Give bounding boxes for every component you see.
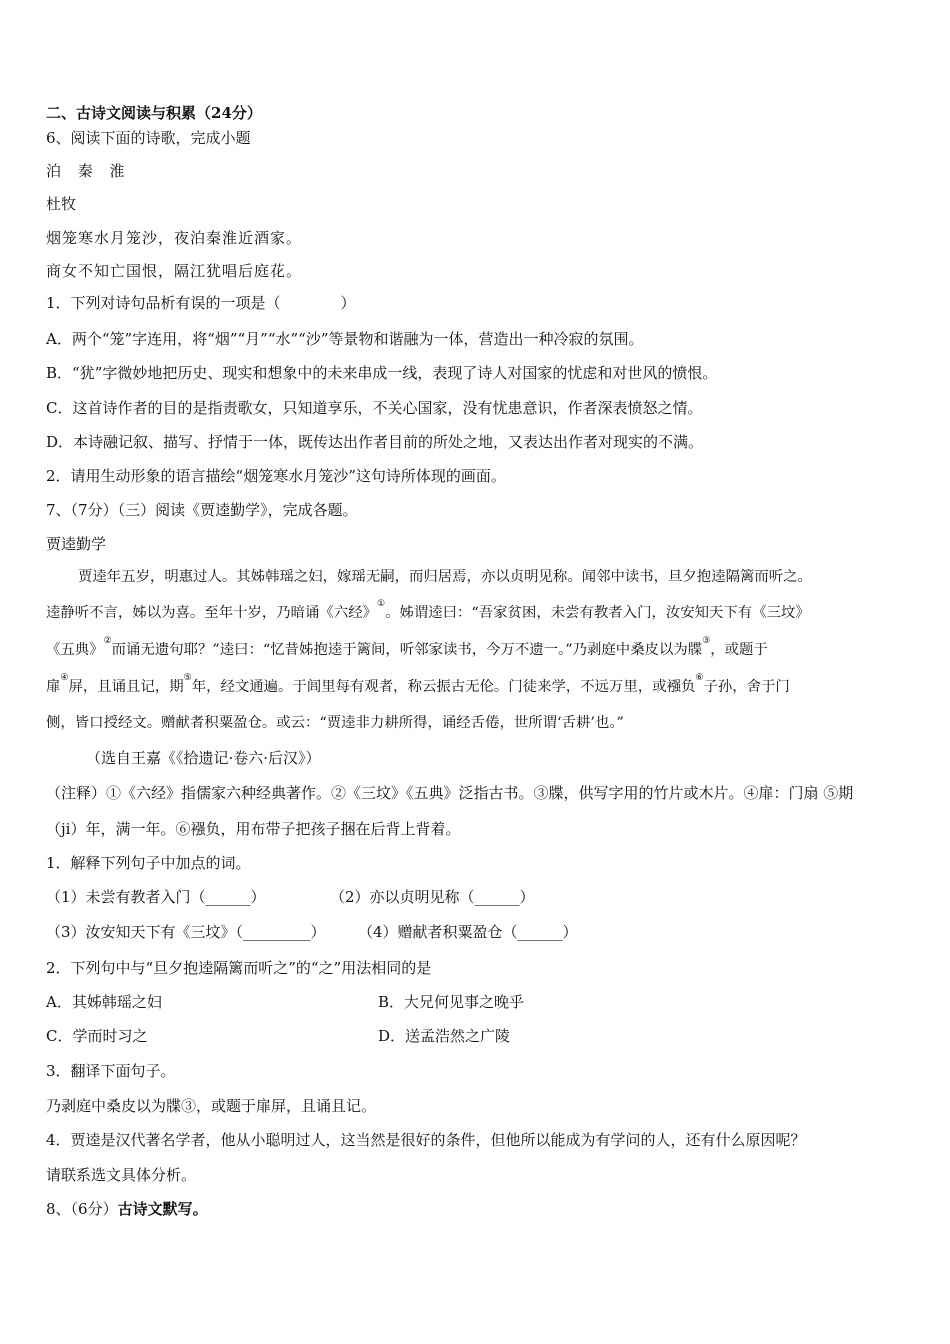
answer-blank[interactable]: _________: [243, 923, 311, 941]
q7-sub1-item-4: （4）赠献者积粟盈仓（______）: [358, 923, 578, 941]
q6-sub2-stem: 2．请用生动形象的语言描绘“烟笼寒水月笼沙”这句诗所体现的画面。: [46, 467, 506, 485]
poem-title: 泊 秦 淮: [46, 162, 131, 180]
q7-sub2-option-c: C．学而时习之: [46, 1027, 148, 1045]
answer-blank[interactable]: ______: [517, 923, 563, 941]
q6-option-c: C．这首诗作者的目的是指责歌女，只知道享乐，不关心国家，没有忧患意识，作者深表愤怒之情。: [46, 399, 703, 417]
poem-line-1: 烟笼寒水月笼沙，夜泊秦淮近酒家。: [46, 229, 303, 247]
passage-line-2: 逵静听不言，姊以为喜。至年十岁，乃暗诵《六经》①。姊谓逵曰：“吾家贫困，未尝有教者入门，汝安知天下有《三坟》: [46, 599, 810, 621]
note-mark: ④: [60, 673, 69, 684]
note-mark: ③: [702, 636, 711, 647]
q7-sub1-item-1: （1）未尝有教者入门（______）: [46, 888, 266, 906]
section-title: 二、古诗文阅读与积累（24分）: [46, 104, 262, 122]
note-mark: ①: [377, 599, 386, 610]
q7-sub1-item-2: （2）亦以贞明见称（______）: [330, 888, 535, 906]
q7-sub3-stem: 3．翻译下面句子。: [46, 1062, 176, 1080]
q6-option-a: A．两个“笼”字连用，将“烟”“月”“水”“沙”等景物和谐融为一体，营造出一种冷寂的氛围。: [46, 330, 644, 348]
q7-sub4-stem-2: 请联系选文具体分析。: [46, 1166, 197, 1184]
passage-line-4: 扉④屏，且诵且记，期⑤年，经文通遍。于闾里每有观者，称云振古无伦。门徒来学，不远万里，或襁负⑥子孙，舍于门: [46, 673, 790, 695]
q7-sub1-item-3: （3）汝安知天下有《三坟》（_________）: [46, 923, 326, 941]
passage-source: （选自王嘉《《拾遗记·卷六·后汉》）: [86, 749, 321, 767]
q6-sub1-stem: 1．下列对诗句品析有误的一项是（ ）: [46, 294, 356, 312]
passage-line-1: 贾逵年五岁，明惠过人。其姊韩瑶之妇，嫁瑶无嗣，而归居焉，亦以贞明见称。闻邻中读书，旦夕抱逵隔篱而听之。: [78, 569, 812, 585]
q7-heading: 7、（7分）（三）阅读《贾逵勤学》，完成各题。: [46, 501, 358, 519]
poem-author: 杜牧: [46, 195, 77, 213]
q7-sub2-option-a: A．其姊韩瑶之妇: [46, 993, 162, 1011]
q7-sub2-stem: 2．下列句中与“旦夕抱逵隔篱而听之”的“之”用法相同的是: [46, 959, 432, 977]
q7-sub4-stem: 4．贾逵是汉代著名学者，他从小聪明过人，这当然是很好的条件，但他所以能成为有学问的人，还有什么原因呢？: [46, 1131, 806, 1149]
passage-line-3: 《五典》②而诵无遗句耶？”逵曰：“忆昔姊抱逵于篱间，听邻家读书，今万不遗一。”乃剥庭中桑皮以为牒③，或题于: [46, 636, 768, 658]
q7-sub2-option-b: B．大兄何见事之晚乎: [378, 993, 525, 1011]
note-mark: ②: [103, 636, 112, 647]
q7-sub3-sentence: 乃剥庭中桑皮以为牒③，或题于扉屏，且诵且记。: [46, 1097, 377, 1115]
passage-line-5: 侧，皆口授经文。赠献者积粟盈仓。或云：“贾逵非力耕所得，诵经舌倦，世所谓‘舌耕’也。”: [46, 715, 624, 731]
answer-blank[interactable]: ______: [205, 888, 251, 906]
note-mark: ⑥: [695, 673, 704, 684]
notes-line-1: （注释）①《六经》指儒家六种经典著作。②《三坟》《五典》泛指古书。③牒，供写字用的竹片或木片。④扉：门扇 ⑤期: [46, 784, 854, 802]
q7-sub1-stem: 1．解释下列句子中加点的词。: [46, 854, 251, 872]
notes-line-2: （ji）年，满一年。⑥襁负，用布带子把孩子捆在后背上背着。: [46, 820, 461, 838]
q7-sub2-option-d: D．送孟浩然之广陵: [378, 1027, 511, 1045]
q8-heading: 8、（6分）古诗文默写。: [46, 1200, 208, 1218]
answer-blank[interactable]: ______: [474, 888, 520, 906]
q6-heading: 6、阅读下面的诗歌，完成小题: [46, 129, 251, 147]
q6-option-d: D．本诗融记叙、描写、抒情于一体，既传达出作者目前的所处之地，又表达出作者对现实的不满。: [46, 433, 704, 451]
note-mark: ⑤: [183, 673, 192, 684]
poem-line-2: 商女不知亡国恨，隔江犹唱后庭花。: [46, 262, 303, 280]
q6-option-b: B．“犹”字微妙地把历史、现实和想象中的未来串成一线，表现了诗人对国家的忧虑和对世风的愤恨。: [46, 364, 718, 382]
passage-title: 贾逵勤学: [46, 535, 107, 553]
